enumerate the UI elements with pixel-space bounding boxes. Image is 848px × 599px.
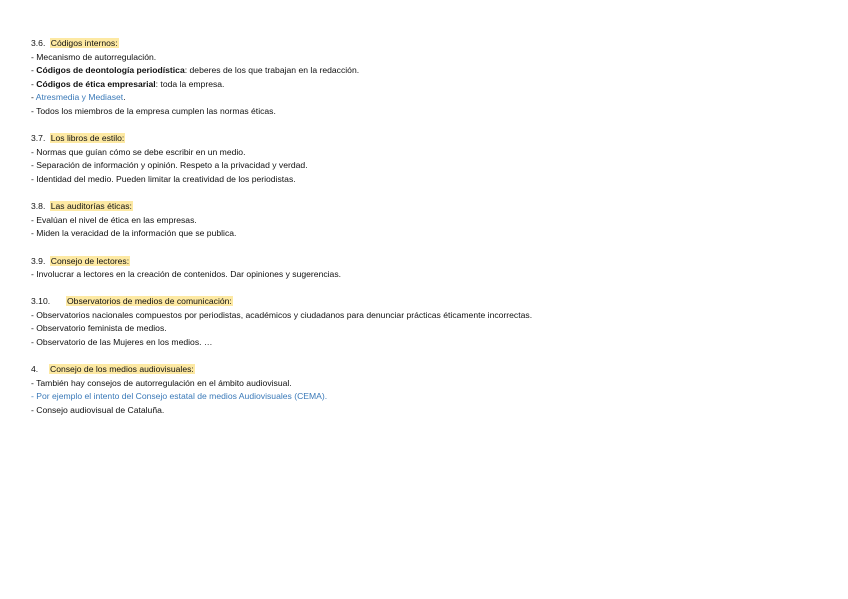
list-item: - Evalúan el nivel de ética en las empresas. (31, 214, 197, 225)
section-number: 3.10. (31, 296, 51, 307)
section-title: Códigos internos: (50, 38, 118, 48)
section-number: 4. (31, 364, 39, 375)
list-item: - Identidad del medio. Pueden limitar la creatividad de los periodistas. (31, 173, 296, 184)
section-number: 3.6. (31, 38, 46, 48)
list-item: - Involucrar a lectores en la creación de contenidos. Dar opiniones y sugerencias. (31, 269, 342, 280)
list-item: - Todos los miembros de la empresa cumplen las normas éticas. (31, 105, 276, 116)
section-title: Consejo de lectores: (50, 255, 130, 266)
section-heading-3-7 (31, 132, 532, 146)
list-item: - Observatorios nacionales compuestos por periodistas, académicos y ciudadanos para denunciar prácticas éticamente incorrectas. (31, 309, 533, 320)
list-item: - También hay consejos de autorregulación en el ámbito audiovisual. (31, 377, 292, 388)
section-heading-3-8 (31, 200, 532, 214)
document-body (31, 37, 532, 418)
section-title: Las auditorías éticas: (50, 201, 132, 212)
section-title: Observatorios de medios de comunicación: (67, 296, 232, 307)
section-number: 3.7. (31, 133, 46, 144)
link-atresmedia-mediaset[interactable]: Atresmedia y Mediaset (35, 92, 124, 103)
list-item: - Normas que guían cómo se debe escribir en un medio. (31, 146, 246, 157)
list-item: - Miden la veracidad de la información que se publica. (31, 228, 237, 239)
list-item: - Observatorio de las Mujeres en los medios. … (31, 337, 213, 348)
list-item: - Observatorio feminista de medios. (31, 323, 167, 334)
section-heading-3-9 (31, 255, 532, 269)
list-item: - Mecanismo de autorregulación. (31, 51, 157, 62)
section-heading-3-10 (31, 295, 532, 309)
section-number: 3.9. (31, 255, 46, 266)
section-title: Los libros de estilo: (50, 133, 125, 144)
list-item: - Separación de información y opinión. Respeto a la privacidad y verdad. (31, 160, 308, 171)
section-title: Consejo de los medios audiovisuales: (50, 364, 194, 375)
section-heading-3-6 (31, 37, 532, 51)
section-heading-4 (31, 363, 532, 377)
bold-term: Códigos de deontología periodística (36, 65, 185, 76)
link-cema[interactable]: - Por ejemplo el intento del Consejo estatal de medios Audiovisuales (CEMA). (31, 391, 328, 402)
list-item: - Códigos de deontología periodística: deberes de los que trabajan en la redacción. (31, 65, 360, 76)
list-item: - Atresmedia y Mediaset. (31, 92, 126, 103)
bold-term: Códigos de ética empresarial (36, 78, 156, 89)
list-item: - Códigos de ética empresarial: toda la empresa. (31, 78, 225, 89)
list-item (31, 390, 532, 404)
section-number: 3.8. (31, 201, 46, 212)
list-item: - Consejo audiovisual de Cataluña. (31, 405, 165, 416)
